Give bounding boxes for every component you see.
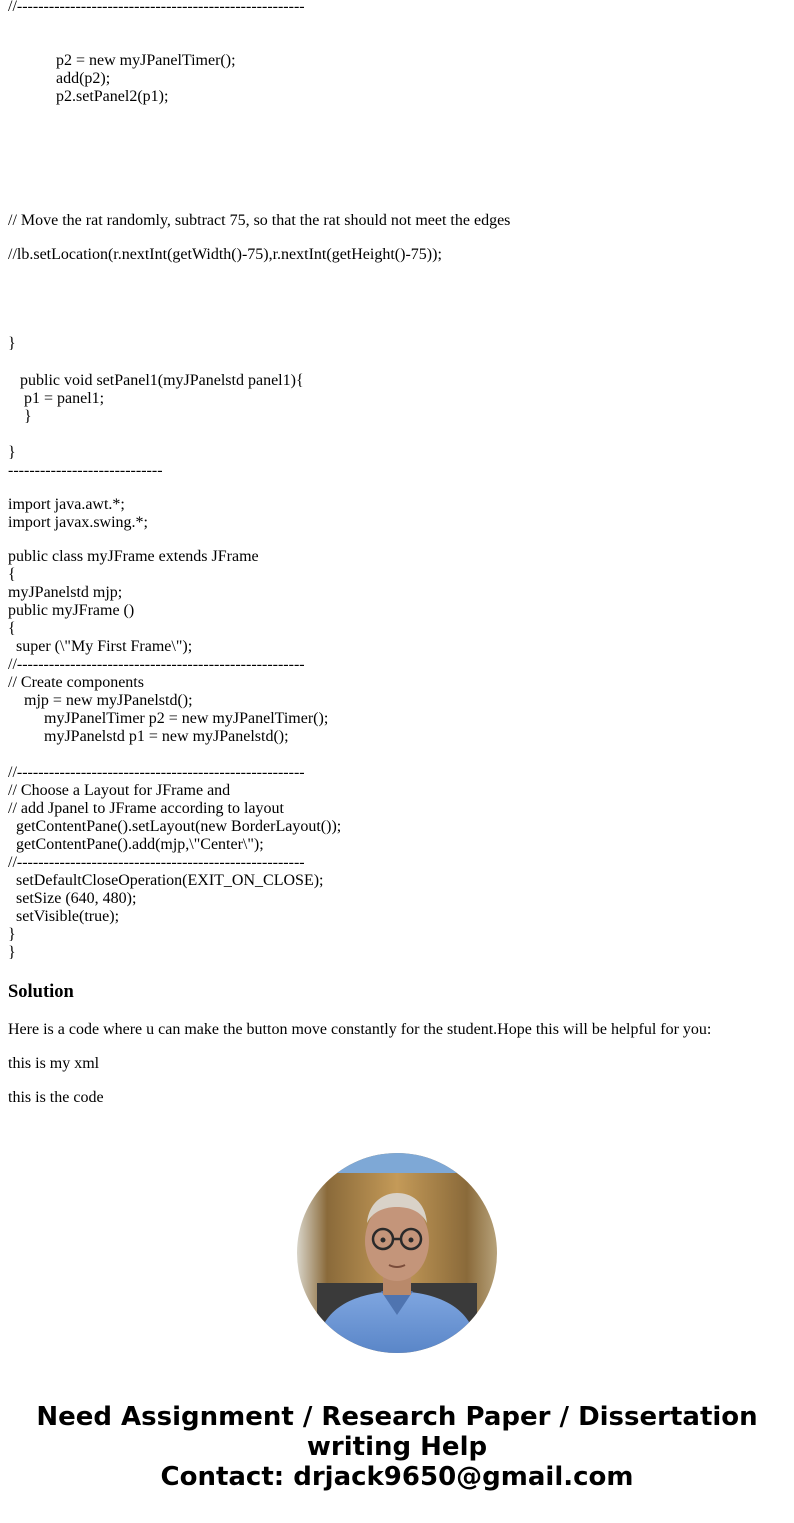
code-line: }: [8, 444, 16, 461]
code-line: myJPanelstd p1 = new myJPanelstd();: [8, 728, 289, 745]
footer-banner: [0, 1402, 794, 1492]
code-comment: // add Jpanel to JFrame according to layout: [8, 800, 284, 817]
code-comment: //lb.setLocation(r.nextInt(getWidth()-75),r.nextInt(getHeight()-75));: [8, 246, 442, 263]
code-line: myJPanelTimer p2 = new myJPanelTimer();: [8, 710, 329, 727]
code-line: setSize (640, 480);: [8, 890, 137, 907]
code-comment: // Create components: [8, 674, 144, 691]
solution-heading: Solution: [8, 982, 74, 1002]
solution-intro: Here is a code where u can make the button move constantly for the student.Hope this will be helpful for you:: [8, 1021, 712, 1038]
solution-xml-note: this is my xml: [8, 1055, 100, 1072]
author-photo: [297, 1153, 497, 1353]
code-line: {: [8, 620, 16, 637]
code-line: //------------------------------------------------------: [8, 656, 305, 673]
code-line: //------------------------------------------------------: [8, 854, 305, 871]
code-line: }: [8, 335, 16, 352]
code-line: public void setPanel1(myJPanelstd panel1){: [8, 372, 304, 389]
code-line: mjp = new myJPanelstd();: [8, 692, 193, 709]
code-line: p2 = new myJPanelTimer();: [8, 52, 236, 69]
code-line: super (\"My First Frame\");: [8, 638, 193, 655]
code-line: import java.awt.*;: [8, 496, 125, 513]
code-comment: // Move the rat randomly, subtract 75, so that the rat should not meet the edges: [8, 212, 511, 229]
code-line: {: [8, 566, 16, 583]
code-line: myJPanelstd mjp;: [8, 584, 123, 601]
code-line: //------------------------------------------------------: [8, 0, 305, 15]
code-line: }: [8, 926, 16, 943]
code-line: getContentPane().setLayout(new BorderLayout());: [8, 818, 342, 835]
author-avatar: [297, 1153, 497, 1353]
code-line: public class myJFrame extends JFrame: [8, 548, 259, 565]
code-line: p1 = panel1;: [8, 390, 105, 407]
code-line: getContentPane().add(mjp,\"Center\");: [8, 836, 264, 853]
code-comment: // Choose a Layout for JFrame and: [8, 782, 231, 799]
code-separator: -----------------------------: [8, 462, 163, 479]
footer-contact: Contact: drjack9650@gmail.com: [160, 1462, 634, 1492]
footer-line-1: Need Assignment / Research Paper / Dissertation: [36, 1402, 758, 1432]
solution-code-note: this is the code: [8, 1089, 104, 1106]
code-line: setVisible(true);: [8, 908, 120, 925]
code-line: }: [8, 944, 16, 961]
code-line: setDefaultCloseOperation(EXIT_ON_CLOSE);: [8, 872, 324, 889]
footer-line-2: writing Help: [306, 1432, 488, 1462]
code-line: p2.setPanel2(p1);: [8, 88, 169, 105]
code-line: import javax.swing.*;: [8, 514, 148, 531]
code-line: }: [8, 408, 32, 425]
code-line: add(p2);: [8, 70, 111, 87]
code-line: //------------------------------------------------------: [8, 764, 305, 781]
code-line: public myJFrame (): [8, 602, 135, 619]
